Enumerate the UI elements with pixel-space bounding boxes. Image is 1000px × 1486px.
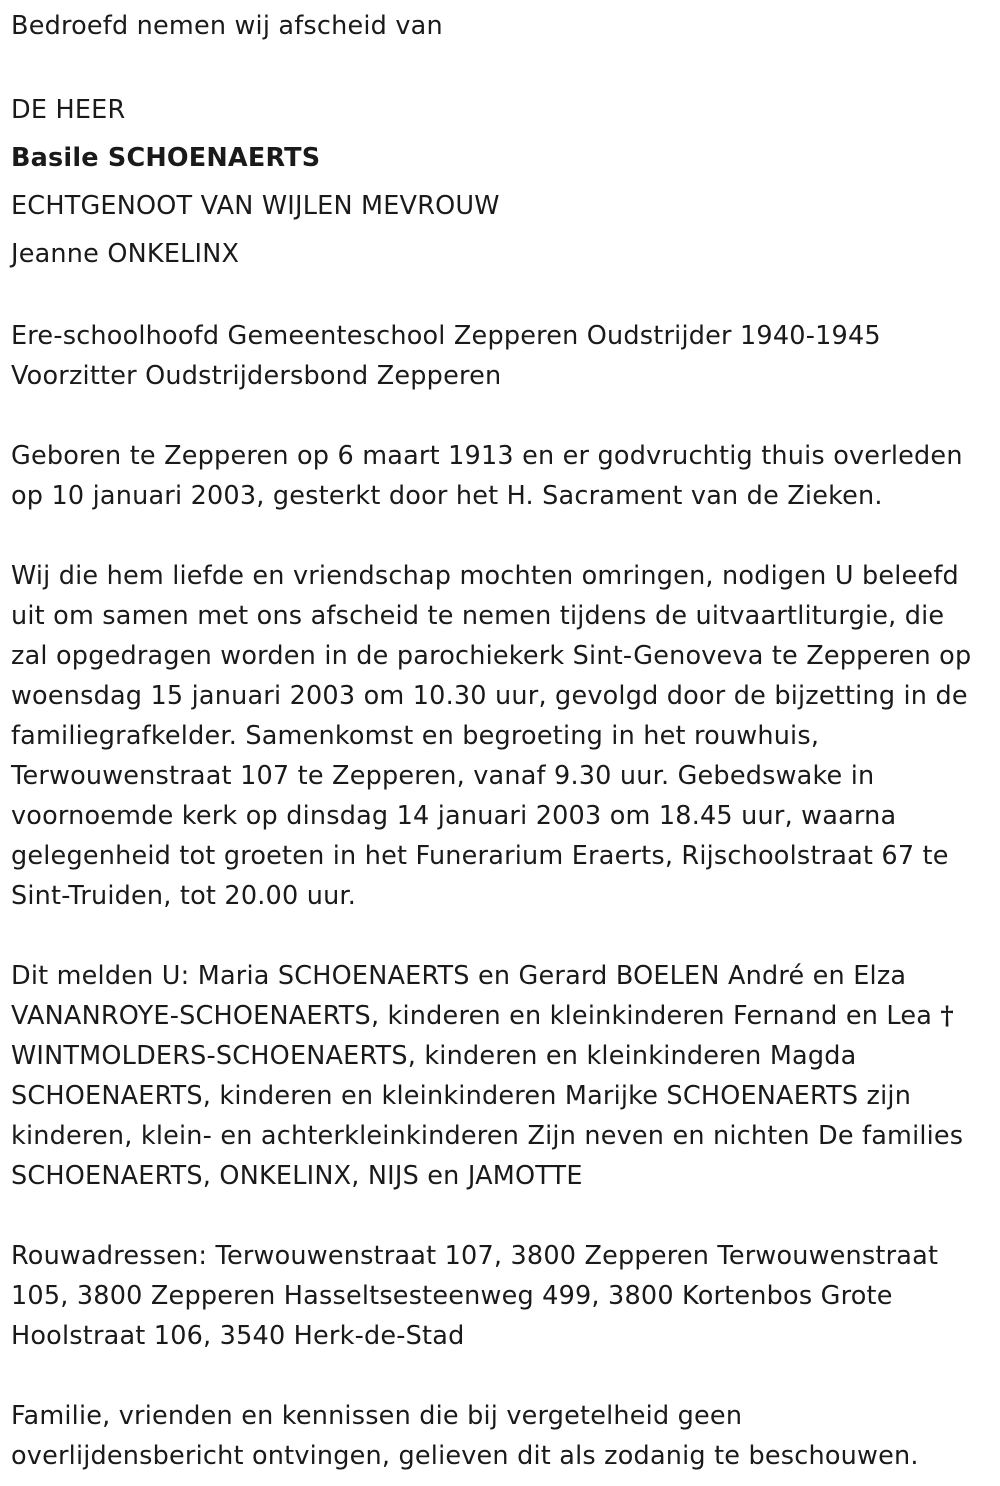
deceased-heading [11,86,993,278]
cross-icon: † [940,1001,954,1031]
paragraph-line: Voorzitter Oudstrijdersbond Zepperen [11,361,502,391]
paragraph-line: woensdag 15 januari 2003 om 10.30 uur, gevolgd door de bijzetting in de [11,681,968,711]
family-line-text: VANANROYE-SCHOENAERTS, kinderen en kleinkinderen Fernand en Lea [11,1001,941,1031]
paragraph-line: familiegrafkelder. Samenkomst en begroeting in het rouwhuis, [11,721,820,751]
closing-paragraph [11,1396,993,1476]
paragraph-line: Familie, vrienden en kennissen die bij vergetelheid geen [11,1401,743,1431]
paragraph-line: SCHOENAERTS, kinderen en kleinkinderen Marijke SCHOENAERTS zijn [11,1081,912,1111]
paragraph-line: Sint-Truiden, tot 20.00 uur. [11,881,357,911]
family-paragraph [11,956,993,1196]
paragraph-line [11,996,993,1036]
paragraph-line: zal opgedragen worden in de parochiekerk Sint-Genoveva te Zepperen op [11,641,972,671]
paragraph-line: Wij die hem liefde en vriendschap mochten omringen, nodigen U beleefd [11,561,959,591]
paragraph-line: uit om samen met ons afscheid te nemen tijdens de uitvaartliturgie, die [11,601,945,631]
addresses-paragraph [11,1236,993,1356]
title-text: DE HEER [11,95,126,125]
paragraph-line: Geboren te Zepperen op 6 maart 1913 en er godvruchtig thuis overleden [11,441,963,471]
obituary-document [11,0,993,1476]
paragraph-line: 105, 3800 Zepperen Hasseltsesteenweg 499, 3800 Kortenbos Grote [11,1281,893,1311]
intro-text: Bedroefd nemen wij afscheid van [11,11,443,41]
paragraph-line: Dit melden U: Maria SCHOENAERTS en Gerard BOELEN André en Elza [11,961,907,991]
paragraph-line: op 10 januari 2003, gesterkt door het H. Sacrament van de Zieken. [11,481,883,511]
deceased-name: Basile SCHOENAERTS [11,143,321,173]
relation-text: ECHTGENOOT VAN WIJLEN MEVROUW [11,191,500,221]
spouse-name: Jeanne ONKELINX [11,239,240,269]
paragraph-line: kinderen, klein- en achterkleinkinderen Zijn neven en nichten De families [11,1121,964,1151]
paragraph-line: SCHOENAERTS, ONKELINX, NIJS en JAMOTTE [11,1161,583,1191]
paragraph-line: gelegenheid tot groeten in het Funerarium Eraerts, Rijschoolstraat 67 te [11,841,949,871]
paragraph-line: WINTMOLDERS-SCHOENAERTS, kinderen en kleinkinderen Magda [11,1041,857,1071]
paragraph-line: Hoolstraat 106, 3540 Herk-de-Stad [11,1321,465,1351]
ceremony-paragraph [11,556,993,916]
paragraph-line: overlijdensbericht ontvingen, gelieven dit als zodanig te beschouwen. [11,1441,919,1471]
birth-death-paragraph [11,436,993,516]
paragraph-line: Ere-schoolhoofd Gemeenteschool Zepperen Oudstrijder 1940-1945 [11,321,881,351]
paragraph-line: voornoemde kerk op dinsdag 14 januari 2003 om 18.45 uur, waarna [11,801,897,831]
functions-paragraph [11,316,993,396]
paragraph-line: Terwouwenstraat 107 te Zepperen, vanaf 9.30 uur. Gebedswake in [11,761,875,791]
paragraph-line: Rouwadressen: Terwouwenstraat 107, 3800 Zepperen Terwouwenstraat [11,1241,939,1271]
